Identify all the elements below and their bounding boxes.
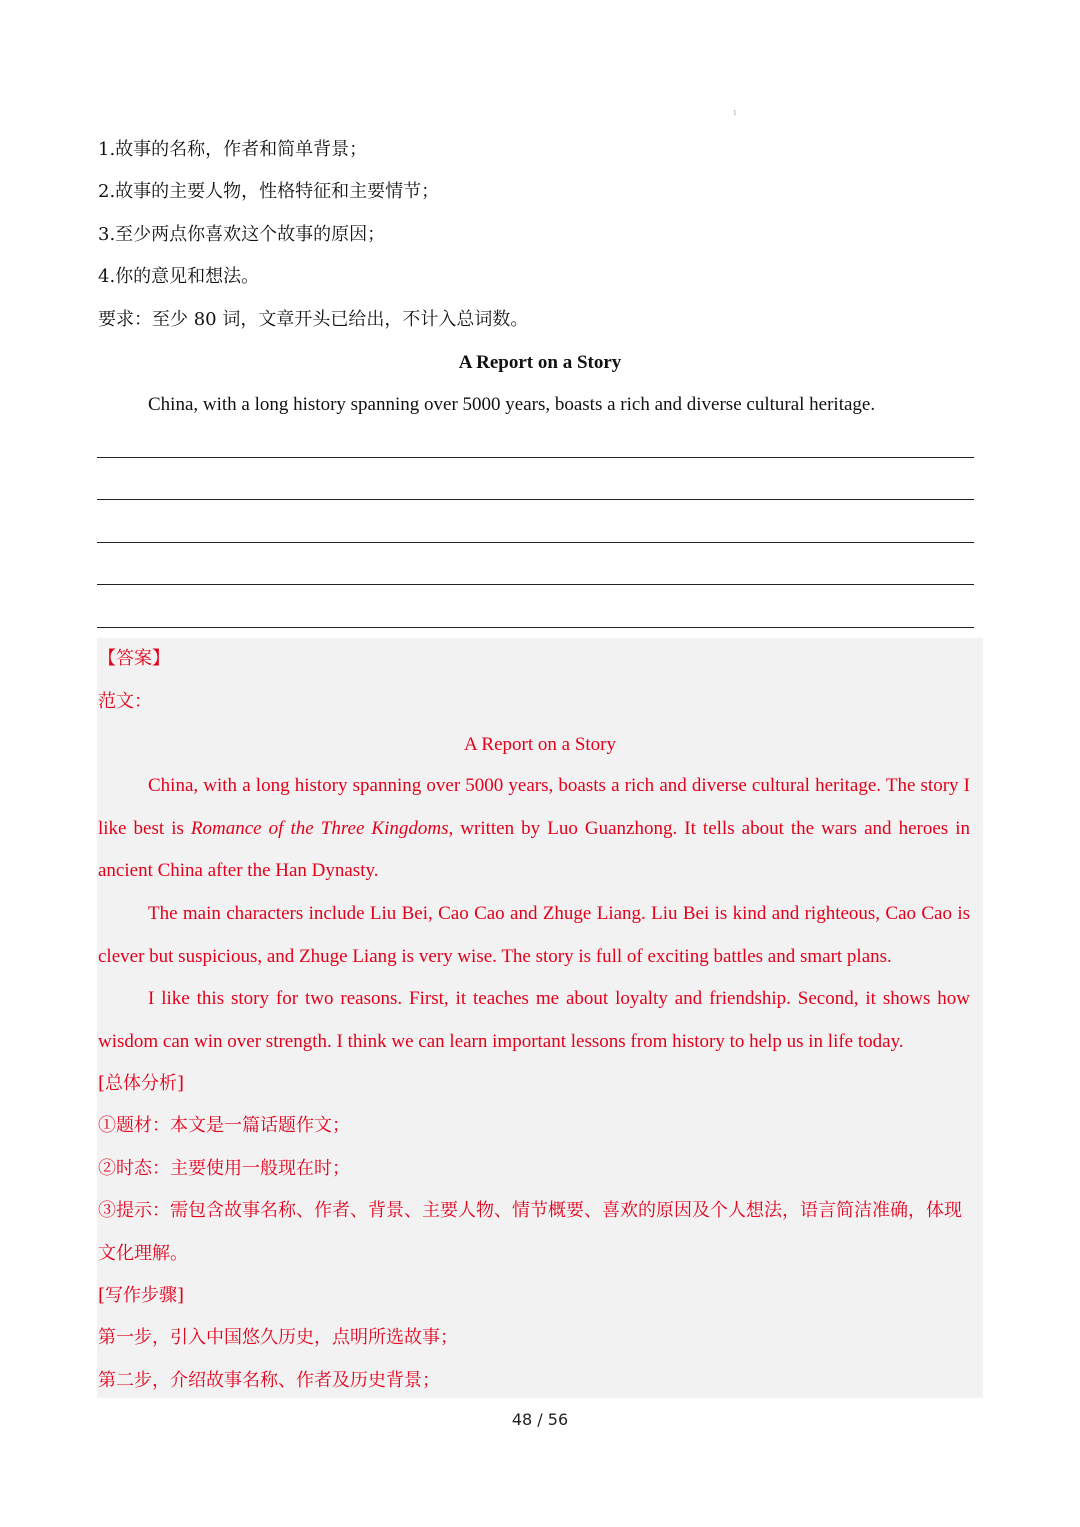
answer-paragraph-2: The main characters include Liu Bei, Cao Cao and Zhuge Liang. Liu Bei is kind and righteous, Cao Cao is clever but suspicious, and Zhuge Liang is very wise. The story is full of exciting battles and smart plans. (98, 903, 970, 967)
writing-line (97, 457, 974, 458)
answer-header: 【答案】 (98, 648, 170, 669)
analysis-item-3: ③提示：需包含故事名称、作者、背景、主要人物、情节概要、喜欢的原因及个人想法，语言简洁准确，体现文化理解。 (98, 1200, 962, 1264)
book-title: Romance of the Three Kingdoms (190, 817, 449, 839)
step-1: 第一步，引入中国悠久历史，点明所选故事； (98, 1327, 458, 1348)
page-number: 48 / 56 (511, 1410, 569, 1429)
answer-title: A Report on a Story (464, 734, 616, 755)
page-mark: 1 (733, 110, 737, 117)
requirement-3: 3.至少两点你喜欢这个故事的原因； (98, 224, 386, 245)
answer-paragraph-1: China, with a long history spanning over 5000 years, boasts a rich and diverse cultural heritage. The story I like best is Romance of the Three Kingdoms, written by Luo Guanzhong. It tells about the wars and heroes in ancient China after the Han Dynasty. (98, 775, 970, 881)
requirement-word-count: 要求：至少 80 词，文章开头已给出，不计入总词数。 (98, 309, 529, 330)
writing-line (97, 584, 974, 585)
writing-line (97, 627, 974, 628)
requirement-4: 4.你的意见和想法。 (98, 266, 260, 287)
analysis-item-1: ①题材：本文是一篇话题作文； (98, 1115, 350, 1136)
writing-line (97, 542, 974, 543)
step-2: 第二步，介绍故事名称、作者及历史背景； (98, 1370, 440, 1391)
analysis-item-2: ②时态：主要使用一般现在时； (98, 1158, 350, 1179)
writing-line (97, 499, 974, 500)
steps-header: [写作步骤] (98, 1285, 185, 1306)
requirement-1: 1.故事的名称，作者和简单背景； (98, 139, 368, 160)
sample-label: 范文： (98, 691, 152, 712)
answer-paragraph-3: I like this story for two reasons. First, it teaches me about loyalty and friendship. Second, it shows how wisdom can win over strength. I think we can learn important lessons from history to help us in life today. (98, 988, 970, 1052)
essay-title: A Report on a Story (458, 352, 622, 373)
analysis-header: [总体分析] (98, 1073, 185, 1094)
opening-sentence: China, with a long history spanning over 5000 years, boasts a rich and diverse cultural heritage. (148, 394, 876, 415)
requirement-2: 2.故事的主要人物，性格特征和主要情节； (98, 181, 440, 202)
